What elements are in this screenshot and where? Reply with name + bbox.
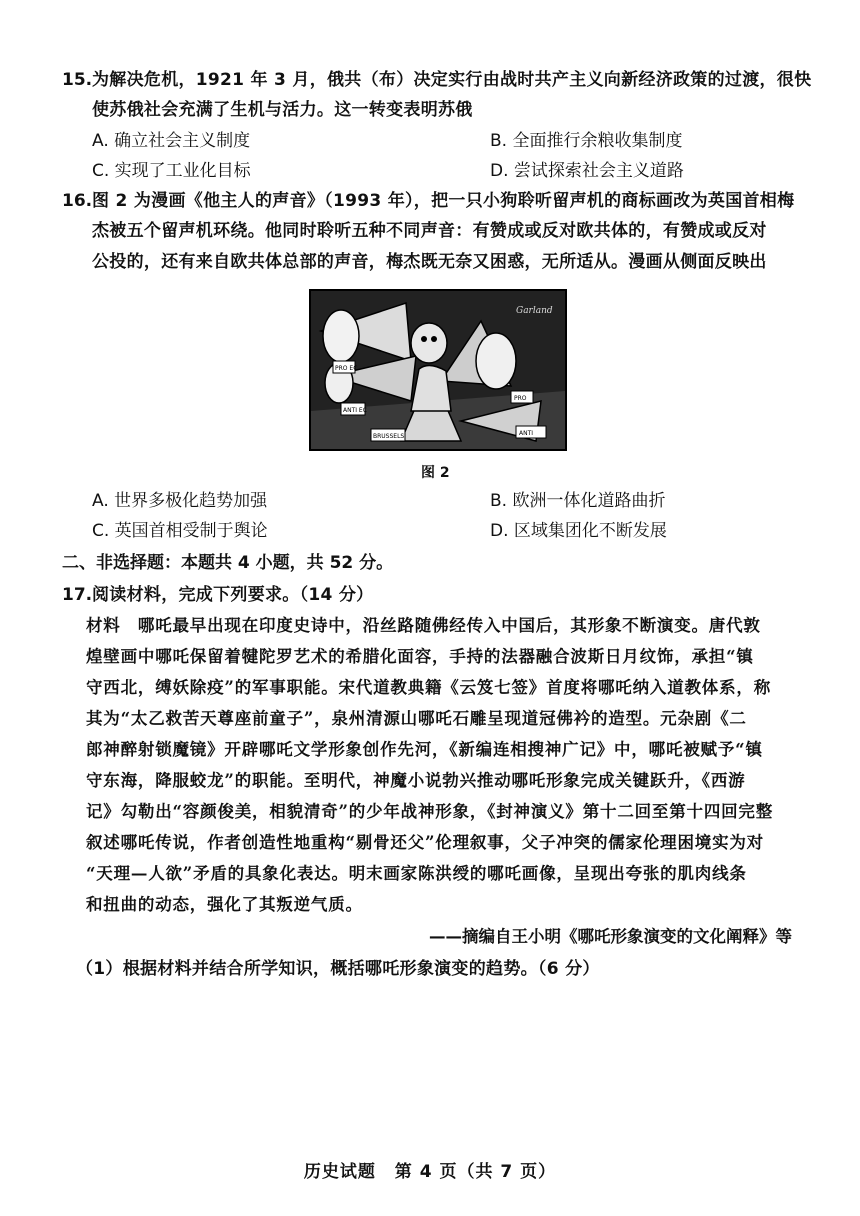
cartoon-illustration (311, 291, 565, 449)
q15-number: 15. (62, 70, 93, 90)
q17-number: 17. (62, 585, 93, 605)
material-line-8: 叙述哪吒传说，作者创造性地重构“剔骨还父”伦理叙事，父子冲突的儒家伦理困境实为对 (86, 833, 764, 852)
q16-number: 16. (62, 191, 93, 211)
material-line-6: 守东海，降服蛟龙”的职能。至明代，神魔小说勃兴推动哪吒形象完成关键跃升，《西游 (86, 771, 746, 790)
material-line-4: 其为“太乙救苦天尊座前童子”，泉州清源山哪吒石雕呈现道冠佛衿的造型。元杂剧《二 (86, 709, 747, 728)
q15-stem-line-1: 为解决危机，1921 年 3 月，俄共（布）决定实行由战时共产主义向新经济政策的过渡，很快 (92, 70, 812, 90)
q16-stem-line-2: 杰被五个留声机环绕。他同时聆听五种不同声音：有赞成或反对欧共体的，有赞成或反对 (92, 221, 767, 241)
label-pro: PRO (514, 395, 527, 402)
material-line-2: 煌壁画中哪吒保留着犍陀罗艺术的希腊化面容，手持的法器融合波斯日月纹饰，承担“镇 (86, 647, 754, 666)
section-2-heading: 二、非选择题：本题共 4 小题，共 52 分。 (62, 553, 394, 573)
footer-page-number: 第 4 页（共 7 页） (394, 1162, 557, 1182)
q17-stem: 阅读材料，完成下列要求。（14 分） (92, 585, 374, 605)
label-brussels: BRUSSELS (373, 433, 405, 440)
q16-option-c: C. 英国首相受制于舆论 (92, 521, 268, 541)
material-line-1: 材料 哪吒最早出现在印度史诗中，沿丝路随佛经传入中国后，其形象不断演变。唐代敦 (86, 616, 761, 635)
cartoon-figure (309, 289, 567, 451)
material-line-10: 和扭曲的动态，强化了其叛逆气质。 (86, 895, 363, 914)
material-line-5: 郎神醉射锁魔镜》开辟哪吒文学形象创作先河，《新编连相搜神广记》中，哪吒被赋予“镇 (86, 740, 763, 759)
label-anti: ANTI (519, 430, 534, 437)
q15-option-d: D. 尝试探索社会主义道路 (490, 161, 684, 181)
cartoon-signature: Garland (516, 306, 553, 316)
label-pro-ec: PRO EC (335, 365, 358, 372)
q16-stem-line-1: 图 2 为漫画《他主人的声音》（1993 年），把一只小狗聆听留声机的商标画改为英国首相梅 (92, 191, 795, 211)
material-line-9: “天理—人欲”矛盾的具象化表达。明末画家陈洪绶的哪吒画像，呈现出夸张的肌肉线条 (86, 864, 747, 883)
material-line-7: 记》勾勒出“容颜俊美，相貌清奇”的少年战神形象，《封神演义》第十二回至第十四回完整 (86, 802, 774, 821)
material-source: ——摘编自王小明《哪吒形象演变的文化阐释》等 (429, 927, 792, 946)
label-anti-ec: ANTI EC (343, 407, 367, 414)
q17-sub-question-1: （1）根据材料并结合所学知识，概括哪吒形象演变的趋势。（6 分） (76, 959, 600, 979)
figure-caption: 图 2 (421, 465, 450, 481)
material-line-3: 守西北，缚妖除疫”的军事职能。宋代道教典籍《云笈七签》首度将哪吒纳入道教体系，称 (86, 678, 771, 697)
q15-option-b: B. 全面推行余粮收集制度 (490, 131, 683, 151)
q16-option-d: D. 区域集团化不断发展 (490, 521, 667, 541)
footer-subject: 历史试题 (303, 1162, 376, 1182)
q16-option-b: B. 欧洲一体化道路曲折 (490, 491, 666, 511)
q16-option-a: A. 世界多极化趋势加强 (92, 491, 268, 511)
page-footer (0, 1157, 860, 1182)
q15-option-a: A. 确立社会主义制度 (92, 131, 251, 151)
q15-stem-line-2: 使苏俄社会充满了生机与活力。这一转变表明苏俄 (92, 100, 473, 120)
q16-stem-line-3: 公投的，还有来自欧共体总部的声音，梅杰既无奈又困惑，无所适从。漫画从侧面反映出 (92, 252, 767, 272)
q15-option-c: C. 实现了工业化目标 (92, 161, 251, 181)
